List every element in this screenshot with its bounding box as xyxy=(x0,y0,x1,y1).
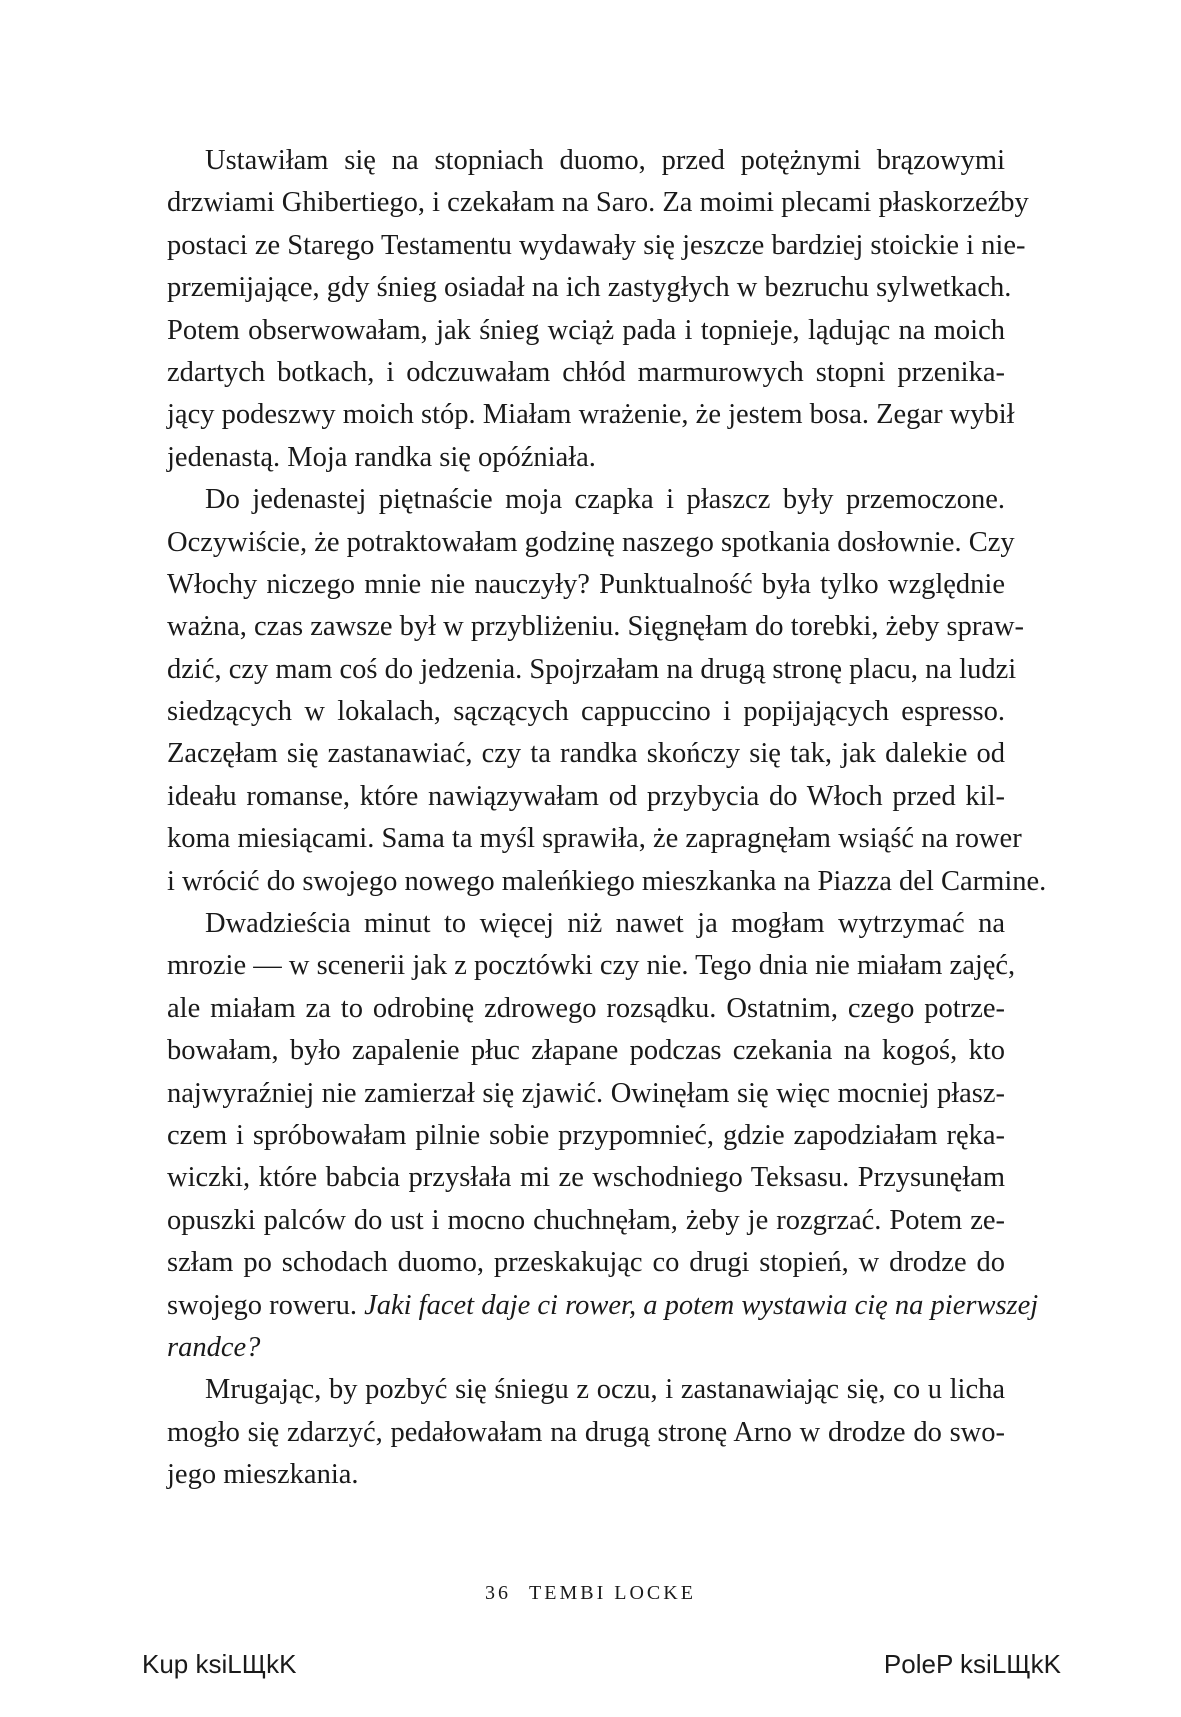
text-line: Mrugając, by pozbyć się śniegu z oczu, i zastanawiając się, co u licha xyxy=(205,1374,1005,1406)
paragraph-3 xyxy=(167,903,1039,1369)
text-line: wiczki, które babcia przysłała mi ze wschodniego Teksasu. Przysunęłam xyxy=(167,1162,1005,1194)
text-line: Włochy niczego mnie nie nauczyły? Punktualność była tylko względnie xyxy=(167,568,1005,600)
text-line: ideału romanse, które nawiązywałam od przybycia do Włoch przed kil- xyxy=(167,780,1005,812)
text-line-italic: randce? xyxy=(167,1331,261,1363)
text-line-mixed xyxy=(167,1285,1039,1327)
text-line: mogło się zdarzyć, pedałowałam na drugą stronę Arno w drodze do swo- xyxy=(167,1416,1005,1448)
author-name: TEMBI LOCKE xyxy=(529,1582,696,1604)
text-line: jego mieszkania. xyxy=(167,1459,359,1491)
text-line: drzwiami Ghibertiego, i czekałam na Saro. Za moimi plecami płaskorzeźby xyxy=(167,187,1029,219)
page-number: 36 xyxy=(485,1582,512,1604)
text-line: zdartych botkach, i odczuwałam chłód marmurowych stopni przenika- xyxy=(167,356,1005,388)
text-line: czem i spróbowałam pilnie sobie przypomnieć, gdzie zapodziałam ręka- xyxy=(167,1119,1005,1151)
text-line: mrozie — w scenerii jak z pocztówki czy nie. Tego dnia nie miałam zajęć, xyxy=(167,950,1016,982)
text-line: jedenastą. Moja randka się opóźniała. xyxy=(167,441,596,473)
text-line: opuszki palców do ust i mocno chuchnęłam, żeby je rozgrzać. Potem ze- xyxy=(167,1204,1005,1236)
text-line: dzić, czy mam coś do jedzenia. Spojrzałam na drugą stronę placu, na ludzi xyxy=(167,653,1017,685)
page-body xyxy=(167,140,1047,1497)
text-line: ale miałam za to odrobinę zdrowego rozsądku. Ostatnim, czego potrze- xyxy=(167,992,1005,1024)
text-line: Potem obserwowałam, jak śnieg wciąż pada i topnieje, lądując na moich xyxy=(167,314,1005,346)
roman-run: swojego roweru. xyxy=(167,1289,365,1321)
text-line: Ustawiłam się na stopniach duomo, przed potężnymi brązowymi xyxy=(205,145,1005,176)
text-line: szłam po schodach duomo, przeskakując co drugi stopień, w drodze do xyxy=(167,1247,1005,1279)
text-line: siedzących w lokalach, sączących cappuccino i popijających espresso. xyxy=(167,696,1005,728)
paragraph-4 xyxy=(167,1369,1005,1496)
italic-run: Jaki facet daje ci rower, a potem wystawia cię na pierwszej xyxy=(364,1289,1039,1321)
buy-book-link[interactable]: Kup ksiLЩkK xyxy=(142,1649,297,1679)
text-line: Zaczęłam się zastanawiać, czy ta randka skończy się tak, jak dalekie od xyxy=(167,738,1005,770)
text-line: bowałam, było zapalenie płuc złapane podczas czekania na kogoś, kto xyxy=(167,1035,1005,1067)
text-line: koma miesiącami. Sama ta myśl sprawiła, że zapragnęłam wsiąść na rower xyxy=(167,823,1022,855)
text-line: Do jedenastej piętnaście moja czapka i płaszcz były przemoczone. xyxy=(205,484,1005,516)
text-line: przemijające, gdy śnieg osiadał na ich zastygłych w bezruchu sylwetkach. xyxy=(167,272,1012,304)
recommend-book-link[interactable]: PoleP ksiLЩkK xyxy=(883,1649,1061,1679)
text-line: i wrócić do swojego nowego maleńkiego mieszkanka na Piazza del Carmine. xyxy=(167,865,1047,897)
running-footer xyxy=(0,1582,1181,1605)
paragraph-1 xyxy=(167,140,1029,479)
text-line: postaci ze Starego Testamentu wydawały się jeszcze bardziej stoickie i nie- xyxy=(167,229,1026,261)
text-line: jący podeszwy moich stóp. Miałam wrażenie, że jestem bosa. Zegar wybił xyxy=(167,399,1015,431)
text-line: najwyraźniej nie zamierzał się zjawić. Owinęłam się więc mocniej płasz- xyxy=(167,1077,1005,1109)
paragraph-2 xyxy=(167,479,1047,903)
text-line: Dwadzieścia minut to więcej niż nawet ja mogłam wytrzymać na xyxy=(205,908,1005,940)
text-line: Oczywiście, że potraktowałam godzinę naszego spotkania dosłownie. Czy xyxy=(167,526,1015,558)
text-line: ważna, czas zawsze był w przybliżeniu. Sięgnęłam do torebki, żeby spraw- xyxy=(167,611,1025,643)
